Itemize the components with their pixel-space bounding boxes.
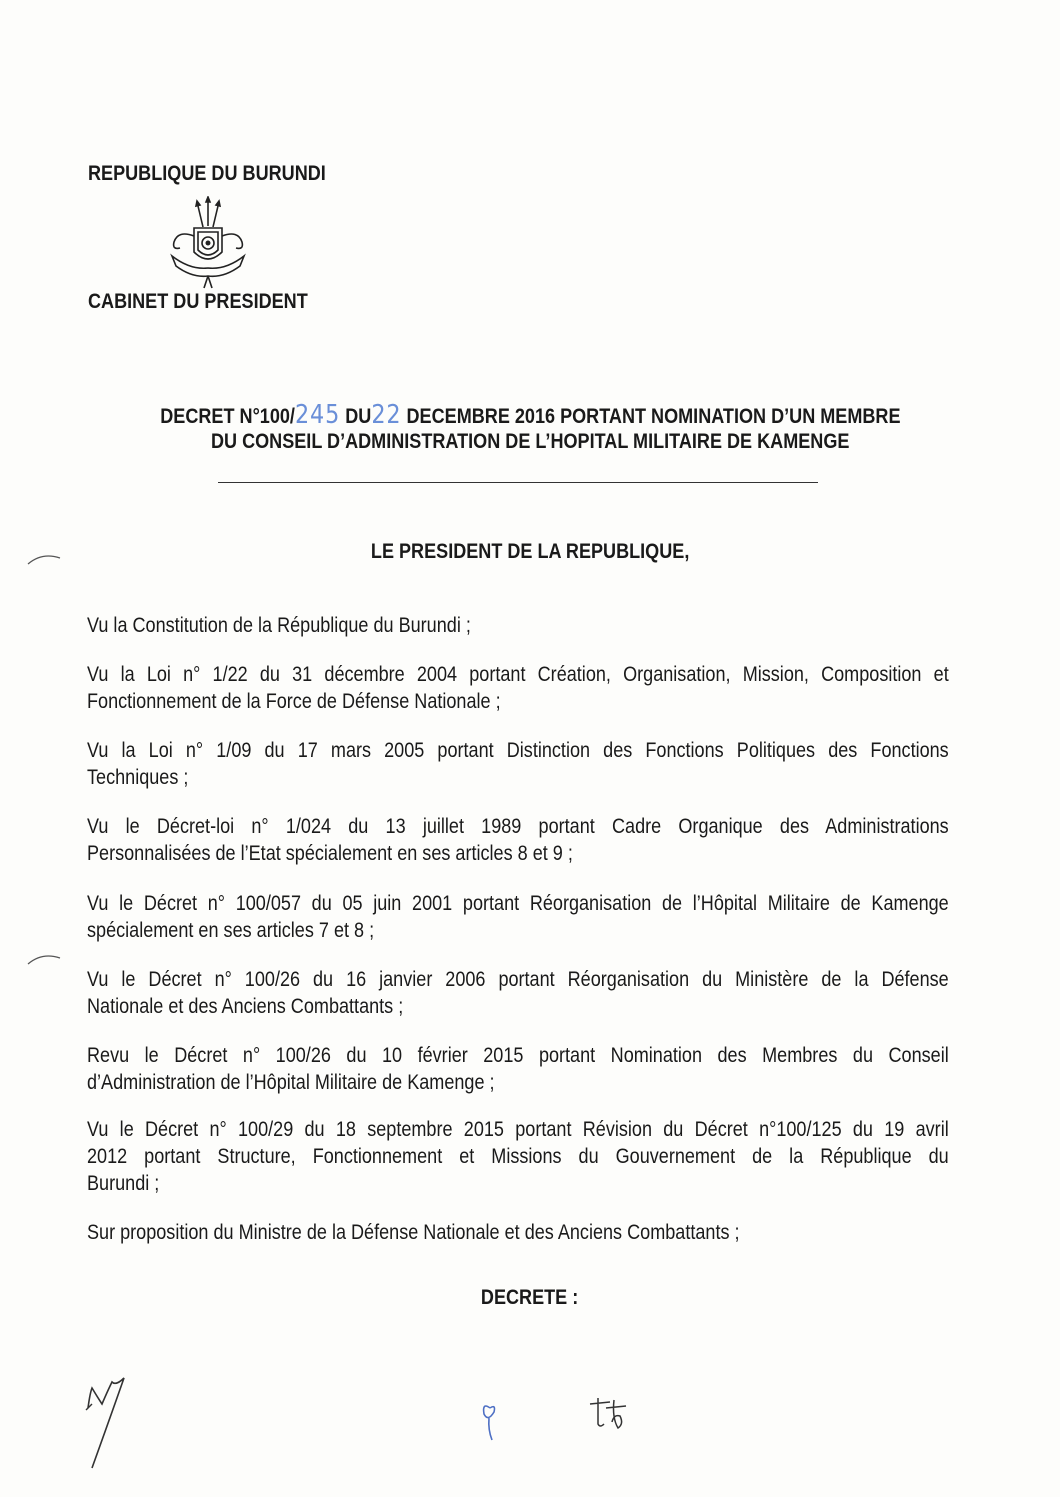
paragraph-decret-100-29: Vu le Décret n° 100/29 du 18 septembre 2015 portant Révision du Décret n°100/125 du 19 avril 2012 portant Structure, Fonctionnement et Missions du Gouvernement de la République du Burundi ; bbox=[87, 1118, 949, 1195]
office-heading: CABINET DU PRESIDENT bbox=[88, 290, 308, 313]
burundi-coat-of-arms-icon bbox=[160, 196, 256, 292]
paragraph-loi-1-09: Vu la Loi n° 1/09 du 17 mars 2005 portant Distinction des Fonctions Politiques des Fonctions Techniques ; bbox=[87, 739, 949, 789]
title-divider bbox=[218, 482, 818, 483]
paragraph-decret-100-057: Vu le Décret n° 100/057 du 05 juin 2001 portant Réorganisation de l’Hôpital Militaire de Kamenge spécialement en ses articles 7 et 8 ; bbox=[87, 892, 949, 942]
punch-hole-mark bbox=[24, 948, 64, 968]
handwritten-initials-mark bbox=[476, 1396, 506, 1446]
paragraph-constitution: Vu la Constitution de la République du Burundi ; bbox=[87, 614, 471, 637]
handwritten-day: 22 bbox=[370, 400, 402, 430]
decree-title-line-2: DU CONSEIL D’ADMINISTRATION DE L’HOPITAL MILITAIRE DE KAMENGE bbox=[210, 430, 850, 453]
paragraph-decret-100-26-2006: Vu le Décret n° 100/26 du 16 janvier 2006 portant Réorganisation du Ministère de la Défense Nationale et des Anciens Combattants ; bbox=[87, 968, 949, 1018]
paragraph-decret-loi-1-024: Vu le Décret-loi n° 1/024 du 13 juillet 1989 portant Cadre Organique des Administrations Personnalisées de l’Etat spécialement en ses articles 8 et 9 ; bbox=[87, 815, 949, 865]
paragraph-loi-1-22: Vu la Loi n° 1/22 du 31 décembre 2004 portant Création, Organisation, Mission, Composition et Fonctionnement de la Force de Défense Nationale ; bbox=[87, 663, 949, 713]
paragraph-proposition: Sur proposition du Ministre de la Défense Nationale et des Anciens Combattants ; bbox=[87, 1221, 740, 1244]
handwritten-initials-mark bbox=[584, 1394, 630, 1434]
decrete-heading: DECRETE : bbox=[481, 1286, 579, 1309]
president-heading: LE PRESIDENT DE LA REPUBLIQUE, bbox=[370, 540, 690, 563]
decree-title-line-1: DECRET N°100/245 DU22 DECEMBRE 2016 PORTANT NOMINATION D’UN MEMBRE bbox=[159, 400, 901, 430]
punch-hole-mark bbox=[24, 548, 64, 568]
handwritten-initials-mark bbox=[78, 1368, 148, 1473]
paragraph-revu-decret-100-26-2015: Revu le Décret n° 100/26 du 10 février 2015 portant Nomination des Membres du Conseil d’Administration de l’Hôpital Militaire de Kamenge ; bbox=[87, 1044, 949, 1094]
handwritten-decree-number: 245 bbox=[294, 400, 340, 430]
country-heading: REPUBLIQUE DU BURUNDI bbox=[88, 162, 326, 185]
